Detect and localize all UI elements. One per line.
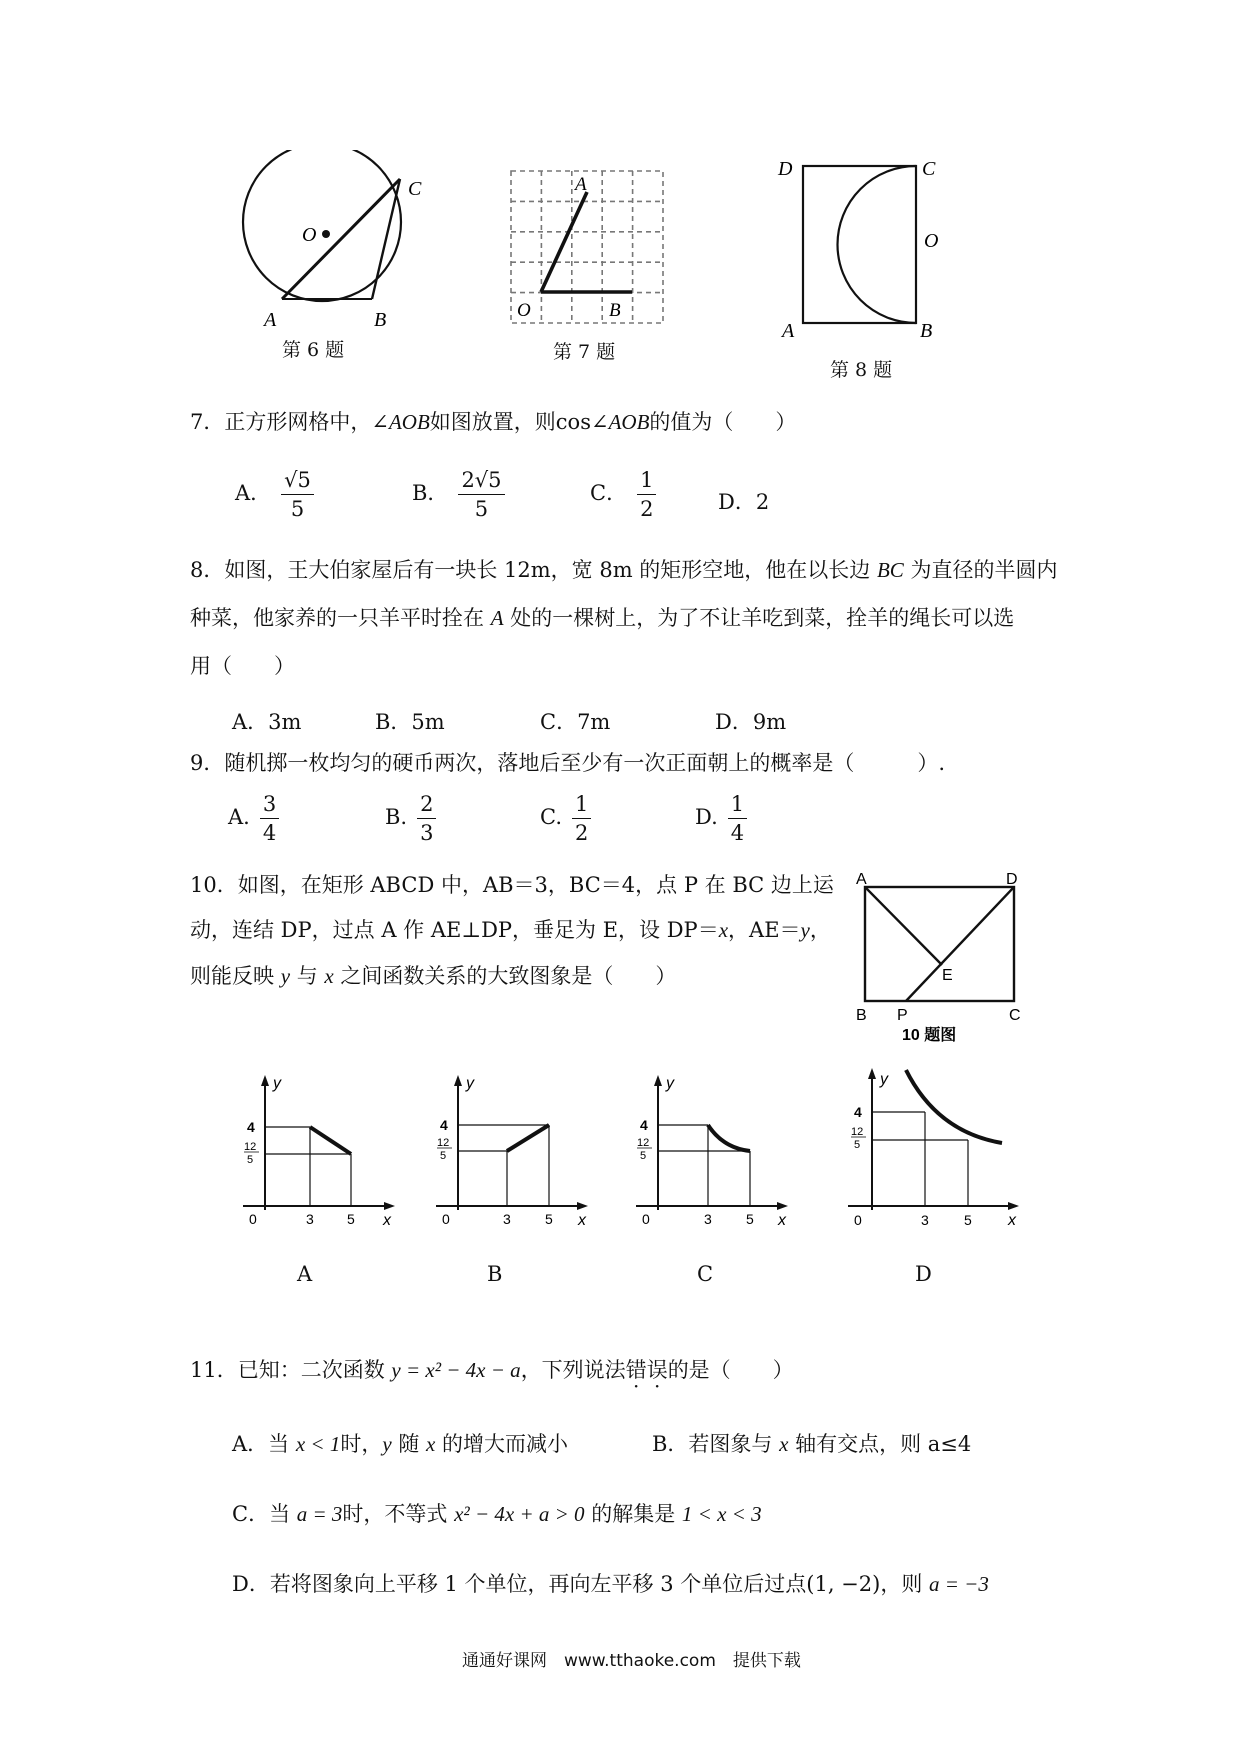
option-letter: D． (718, 490, 756, 514)
fraction-numerator: 2 (417, 792, 436, 819)
q7-angle-aob: AOB (388, 410, 430, 434)
q10-graph-c (628, 1070, 798, 1230)
q8-text: 种菜，他家养的一只羊平时拴在 (190, 606, 491, 630)
graph-label-5: 5 (746, 1211, 754, 1227)
q11-option-d (232, 1568, 989, 1598)
q9-option-d (695, 792, 747, 845)
q10-graph-b (428, 1070, 598, 1230)
q11-option-b (652, 1428, 971, 1458)
fig7-label-a: A (575, 174, 587, 195)
fig10-label-p: P (897, 1007, 908, 1024)
fig10-caption: 10 题图 (902, 1027, 957, 1044)
q7-angle-aob-2: AOB (608, 410, 650, 434)
q11-text: D．若将图象向上平移 1 个单位，再向左平移 3 个单位后过点 (232, 1572, 807, 1596)
q7-text-b: 如图放置，则 (429, 410, 556, 434)
q10-graph-d (842, 1062, 1032, 1232)
q11-option-c (232, 1498, 762, 1528)
q7-text-a: 7．正方形网格中，∠ (190, 410, 389, 434)
fig6-label-c: C (408, 178, 422, 200)
q7-option-b (412, 468, 505, 521)
fig8-label-d: D (778, 158, 793, 180)
fig10-label-a: A (856, 871, 867, 888)
fraction-numerator: 1 (572, 792, 591, 819)
graph-label-4: 4 (440, 1117, 448, 1133)
page-footer: 通通好课网 www.tthaoke.com 提供下载 (462, 1651, 801, 1671)
q10-text: 动，连结 DP，过点 A 作 AE⊥DP，垂足为 E，设 DP＝ (190, 918, 719, 942)
fig7-caption: 第 7 题 (553, 341, 616, 363)
q8-option-d: D．9m (715, 710, 787, 734)
q10-option-b-caption: B (487, 1262, 503, 1286)
q8-text: 处的一棵树上，为了不让羊吃到菜，拴羊的绳长可以选 (503, 606, 1015, 630)
q11-math: 1 < x < 3 (681, 1502, 762, 1526)
figure-10-rectangle (850, 865, 1030, 1045)
fraction-numerator: 2√5 (458, 468, 504, 495)
fraction-numerator: √5 (281, 468, 314, 495)
option-letter: B. (385, 805, 408, 829)
q10-option-d-caption: D (915, 1262, 932, 1286)
q8-text: 为直径的半圆内 (903, 558, 1058, 582)
q10-var-x: x (324, 964, 334, 988)
graph-label-y: y (466, 1075, 474, 1092)
figure-7-grid (495, 165, 675, 340)
figure-8-rectangle (770, 150, 950, 350)
question-11-stem (190, 1360, 794, 1381)
q11-text: 的增大而减小 (435, 1432, 569, 1456)
fig8-label-b: B (920, 320, 933, 342)
option-letter: C. (540, 805, 562, 829)
q11-text: 时， (340, 1432, 383, 1456)
q8-text: 8．如图，王大伯家屋后有一块长 12m，宽 8m 的矩形空地，他在以长边 (190, 558, 877, 582)
question-7-stem (190, 412, 796, 433)
figure-6-circle (230, 150, 430, 330)
q7-option-d (718, 486, 769, 516)
q9-option-b (385, 792, 436, 845)
graph-label-0: 0 (249, 1211, 257, 1227)
q8-point-a: A (490, 606, 504, 630)
graph-label-4: 4 (247, 1119, 255, 1135)
q11-math: x² − 4x + a > 0 (454, 1502, 585, 1526)
q10-text: 则能反映 (190, 964, 281, 988)
fig10-label-b: B (856, 1007, 867, 1024)
q10-option-a-caption: A (297, 1262, 313, 1286)
fraction-denominator: 5 (290, 497, 305, 521)
graph-label-4: 4 (640, 1117, 648, 1133)
fig10-label-d: D (1006, 871, 1018, 888)
q7-cos: cos∠ (555, 410, 609, 434)
q11-text: 的是（ ） (667, 1358, 794, 1382)
fraction-denominator: 4 (262, 821, 277, 845)
question-8-line-3: 用（ ） (190, 654, 295, 678)
q9-option-a (228, 792, 279, 845)
graph-label-5: 5 (347, 1211, 355, 1227)
option-letter: A． (235, 481, 272, 505)
graph-label-5-den: 5 (854, 1139, 861, 1151)
q11-math: a = −3 (929, 1572, 989, 1596)
fig6-label-b: B (374, 309, 387, 330)
question-10-line-3 (190, 966, 676, 987)
fig7-label-b: B (609, 300, 621, 321)
graph-label-3: 3 (921, 1212, 929, 1228)
graph-label-5-den: 5 (440, 1150, 447, 1162)
q8-option-c: C．7m (540, 710, 611, 734)
question-10-line-1: 10．如图，在矩形 ABCD 中，AB＝3，BC＝4，点 P 在 BC 边上运 (190, 873, 834, 897)
q10-graph-a (235, 1070, 405, 1230)
q8-bc: BC (876, 558, 904, 582)
fraction-numerator: 3 (260, 792, 279, 819)
option-value: 2 (755, 490, 770, 514)
graph-label-x: x (1008, 1212, 1016, 1229)
q11-text: ，下列说法 (520, 1358, 626, 1382)
graph-label-y: y (880, 1071, 888, 1088)
q10-var-x: x (718, 918, 729, 942)
graph-label-y: y (273, 1075, 281, 1092)
graph-label-0: 0 (854, 1212, 862, 1228)
graph-label-0: 0 (642, 1211, 650, 1227)
q11-var-y: y (382, 1432, 392, 1456)
q10-text: ，AE＝ (728, 918, 801, 942)
question-9-stem: 9．随机掷一枚均匀的硬币两次，落地后至少有一次正面朝上的概率是（ ）. (190, 751, 946, 775)
graph-label-x: x (578, 1212, 586, 1229)
q10-text: ， (809, 918, 831, 942)
q11-text: ，则 (880, 1572, 930, 1596)
q7-option-c (590, 468, 656, 521)
fig6-label-a: A (264, 309, 277, 330)
q10-text: 之间函数关系的大致图象是（ ） (333, 964, 677, 988)
option-letter: A. (228, 805, 250, 829)
fraction-numerator: 1 (728, 792, 747, 819)
graph-label-5: 5 (545, 1211, 553, 1227)
question-8-line-2 (190, 608, 1014, 629)
fig8-label-o: O (924, 230, 939, 252)
fig8-label-c: C (922, 158, 936, 180)
q11-text: 轴有交点，则 a≤4 (788, 1432, 972, 1456)
q11-text: 的解集是 (584, 1502, 682, 1526)
fig8-label-a: A (782, 320, 795, 342)
q11-text: C．当 (232, 1502, 297, 1526)
q10-var-y: y (800, 918, 810, 942)
q11-emphasis-char: 错 (625, 1358, 647, 1382)
q11-math: x < 1 (295, 1432, 341, 1456)
graph-label-3: 3 (704, 1211, 712, 1227)
q9-option-c (540, 792, 591, 845)
q11-emphasis-char: 误 (646, 1358, 668, 1382)
graph-label-12: 12 (851, 1126, 864, 1138)
fraction-numerator: 1 (637, 468, 656, 495)
graph-label-12: 12 (244, 1141, 257, 1153)
q11-text: A．当 (232, 1432, 296, 1456)
question-10-line-2 (190, 920, 831, 941)
fraction-denominator: 3 (420, 821, 434, 845)
q11-text: B．若图象与 (652, 1432, 780, 1456)
option-letter: D. (695, 805, 718, 829)
graph-label-x: x (778, 1212, 786, 1229)
q10-text: 与 (290, 964, 325, 988)
q11-option-a (232, 1428, 568, 1458)
q11-text: 时，不等式 (342, 1502, 455, 1526)
q11-math: a = 3 (296, 1502, 343, 1526)
q8-option-b: B．5m (375, 710, 445, 734)
graph-label-12: 12 (437, 1137, 450, 1149)
option-letter: C． (590, 481, 628, 505)
graph-label-5: 5 (964, 1212, 972, 1228)
graph-label-12: 12 (637, 1137, 650, 1149)
fig8-caption: 第 8 题 (830, 359, 893, 381)
graph-label-x: x (383, 1212, 391, 1229)
fraction-denominator: 4 (730, 821, 745, 845)
q11-point: (1, −2) (806, 1572, 881, 1596)
q8-option-a: A．3m (232, 710, 302, 734)
fig6-label-o: O (302, 224, 317, 246)
q10-var-y: y (280, 964, 291, 988)
fraction-denominator: 2 (575, 821, 589, 845)
q11-equation: y = x² − 4x − a (391, 1358, 521, 1382)
q11-var-x: x (779, 1432, 789, 1456)
q7-option-a (235, 468, 314, 521)
fig6-caption: 第 6 题 (282, 339, 345, 361)
option-letter: B． (412, 481, 449, 505)
q10-option-c-caption: C (697, 1262, 714, 1286)
fig7-label-o: O (517, 300, 531, 321)
graph-label-0: 0 (442, 1211, 450, 1227)
graph-label-5-den: 5 (247, 1154, 254, 1166)
graph-label-3: 3 (503, 1211, 511, 1227)
fig10-label-c: C (1009, 1007, 1021, 1024)
fraction-denominator: 2 (640, 497, 654, 521)
question-8-line-1 (190, 560, 1058, 581)
q11-text: 11．已知：二次函数 (190, 1358, 392, 1382)
graph-label-5-den: 5 (640, 1150, 647, 1162)
fig10-label-e: E (942, 967, 953, 984)
fraction-denominator: 5 (474, 497, 489, 521)
q11-var-x: x (426, 1432, 436, 1456)
graph-label-4: 4 (854, 1104, 862, 1120)
graph-label-y: y (666, 1075, 674, 1092)
q11-text: 随 (391, 1432, 427, 1456)
graph-label-3: 3 (306, 1211, 314, 1227)
q7-text-c: 的值为（ ） (649, 410, 797, 434)
